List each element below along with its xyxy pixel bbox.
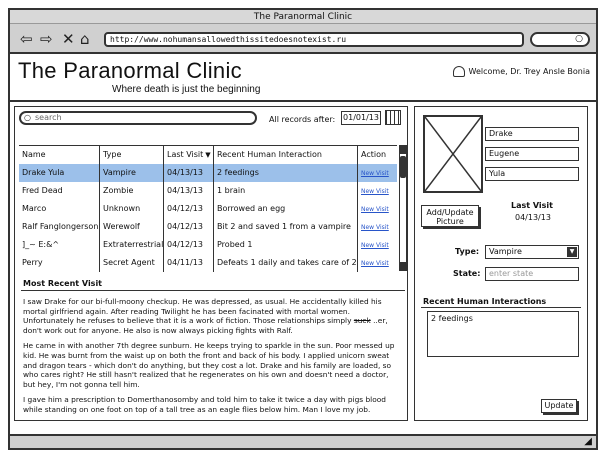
new-visit-link[interactable]: New Visit	[361, 170, 389, 177]
middle-name-field[interactable]: Eugene	[485, 147, 579, 161]
patient-detail-panel	[414, 106, 588, 421]
tagline: Where death is just the beginning	[112, 84, 261, 95]
resize-handle-icon[interactable]: ◢	[584, 436, 592, 447]
arrow-left-icon[interactable]: ⇦	[20, 30, 33, 48]
first-name-field[interactable]: Drake	[485, 127, 579, 141]
calendar-icon[interactable]	[385, 110, 401, 125]
visit-paragraph: I gave him a prescription to Domerthanosomby and told him to take it twice a day with pigs blood while standing on one foot on top of a tall tree as an eagle flies below him. Man I love my job.	[23, 395, 386, 414]
status-bar	[10, 434, 596, 448]
row-name: Drake Yula	[22, 168, 65, 177]
row-type: Vampire	[99, 164, 163, 182]
row-last-visit: 04/12/13	[163, 236, 213, 254]
row-interaction: Probed 1	[213, 236, 357, 254]
column-header-last-visit-label: Last Visit	[167, 150, 204, 159]
patients-table	[19, 145, 397, 271]
search-icon: ○	[24, 113, 31, 122]
last-visit-value: 04/13/13	[515, 213, 551, 222]
records-date-input[interactable]: 01/01/13	[341, 111, 381, 125]
records-panel	[14, 106, 408, 421]
search-icon: ○	[575, 34, 583, 44]
scroll-down-icon[interactable]	[400, 262, 406, 270]
new-visit-link[interactable]: New Visit	[361, 260, 389, 267]
page-header	[10, 56, 596, 102]
column-header-type[interactable]: Type	[99, 146, 163, 164]
patient-photo-placeholder	[423, 115, 483, 193]
row-type: Secret Agent	[99, 254, 163, 272]
column-header-name[interactable]: Name	[22, 150, 46, 159]
column-header-last-visit[interactable]	[163, 146, 213, 164]
row-type: Extraterrestrial	[99, 236, 163, 254]
records-after-label: All records after:	[269, 115, 336, 124]
last-name-field[interactable]: Yula	[485, 167, 579, 181]
row-type: Zombie	[99, 182, 163, 200]
add-update-picture-button[interactable]: Add/Update Picture	[421, 205, 479, 227]
visit-text: ..er, don't work out for anyone. He also is now always picking fights with Ralf.	[23, 316, 388, 335]
recent-interactions-textarea[interactable]: 2 feedings	[427, 311, 579, 357]
row-type: Werewolf	[99, 218, 163, 236]
welcome-text: Welcome, Dr. Trey Ansle Bonia	[468, 67, 590, 76]
sort-down-icon: ▼	[205, 151, 211, 159]
row-last-visit: 04/12/13	[163, 200, 213, 218]
table-scrollbar[interactable]	[399, 145, 407, 271]
search-placeholder: search	[35, 113, 62, 122]
column-header-action: Action	[357, 146, 397, 164]
row-last-visit: 04/13/13	[163, 164, 213, 182]
row-last-visit: 04/13/13	[163, 182, 213, 200]
window-title: The Paranormal Clinic	[10, 10, 596, 24]
visit-paragraph	[23, 297, 403, 335]
row-name: ]_~ E:&^	[22, 240, 60, 249]
image-placeholder-icon	[425, 117, 481, 191]
welcome-message	[453, 66, 590, 77]
row-name: Marco	[22, 204, 47, 213]
type-select[interactable]	[485, 245, 579, 259]
new-visit-link[interactable]: New Visit	[361, 188, 389, 195]
row-name: Perry	[22, 258, 43, 267]
recent-interactions-label: Recent Human Interactions	[423, 297, 547, 306]
scroll-thumb[interactable]	[400, 156, 406, 178]
state-label: State:	[453, 269, 481, 278]
row-interaction: Borrowed an egg	[213, 200, 357, 218]
home-icon[interactable]: ⌂	[80, 30, 90, 48]
divider	[421, 307, 581, 308]
row-name: Fred Dead	[22, 186, 63, 195]
update-button[interactable]: Update	[541, 399, 577, 413]
row-interaction: 1 brain	[213, 182, 357, 200]
new-visit-link[interactable]: New Visit	[361, 224, 389, 231]
table-row[interactable]	[19, 236, 397, 254]
state-input[interactable]: enter state	[485, 267, 579, 281]
new-visit-link[interactable]: New Visit	[361, 206, 389, 213]
browser-search-input[interactable]	[530, 32, 590, 47]
visit-notes	[23, 297, 403, 421]
table-row[interactable]	[19, 200, 397, 218]
visit-paragraph: He came in with another 7th degree sunburn. He keeps trying to sparkle in the sun. Poor messed up kid. He was burnt from the waist up on both the front and back of his body. I applied unicorn sweat and dragon tears - which don't do anything, but they cost a lot. Drake and his family are loaded, so who cares right? He still hasn't realized that he regenerates on his own and doesn't need a doctor, but hey, I'm not gonna tell him.	[23, 341, 395, 389]
row-last-visit: 04/11/13	[163, 254, 213, 272]
browser-toolbar	[10, 24, 596, 54]
table-header	[19, 146, 397, 164]
row-type: Unknown	[99, 200, 163, 218]
browser-window	[8, 8, 598, 450]
table-row[interactable]	[19, 254, 397, 272]
most-recent-visit-title: Most Recent Visit	[23, 279, 103, 288]
arrow-right-icon[interactable]: ⇨	[40, 30, 53, 48]
table-row[interactable]	[19, 218, 397, 236]
column-header-interaction[interactable]: Recent Human Interaction	[213, 146, 357, 164]
user-icon	[453, 66, 465, 77]
new-visit-link[interactable]: New Visit	[361, 242, 389, 249]
url-input[interactable]: http://www.nohumansallowedthissitedoesnotexist.ru	[104, 32, 524, 47]
table-row[interactable]	[19, 164, 397, 182]
scroll-up-icon[interactable]	[400, 146, 406, 154]
divider	[21, 290, 405, 291]
last-visit-label: Last Visit	[511, 201, 553, 210]
close-icon[interactable]: ✕	[62, 30, 75, 48]
visit-text: I saw Drake for our bi-full-moony checkup. He was depressed, as usual. He accidentally killed his mortal girlfriend again. After reading Twilight he has been facinated with mortal women. Unfortunately he refuses to believe that it is a work of fiction. Those relationships simply	[23, 297, 382, 326]
search-input[interactable]	[19, 111, 257, 125]
row-last-visit: 04/12/13	[163, 218, 213, 236]
visit-text-strike: suck	[353, 316, 371, 326]
type-select-value: Vampire	[489, 247, 522, 256]
row-interaction: 2 feedings	[213, 164, 357, 182]
table-row[interactable]	[19, 182, 397, 200]
page-title: The Paranormal Clinic	[18, 58, 242, 83]
type-label: Type:	[455, 247, 480, 256]
row-interaction: Bit 2 and saved 1 from a vampire	[213, 218, 357, 236]
row-name: Ralf Fanglongerson	[22, 222, 99, 231]
chevron-down-icon[interactable]: ▼	[567, 247, 577, 257]
row-interaction: Defeats 1 daily and takes care of 2	[213, 254, 357, 272]
